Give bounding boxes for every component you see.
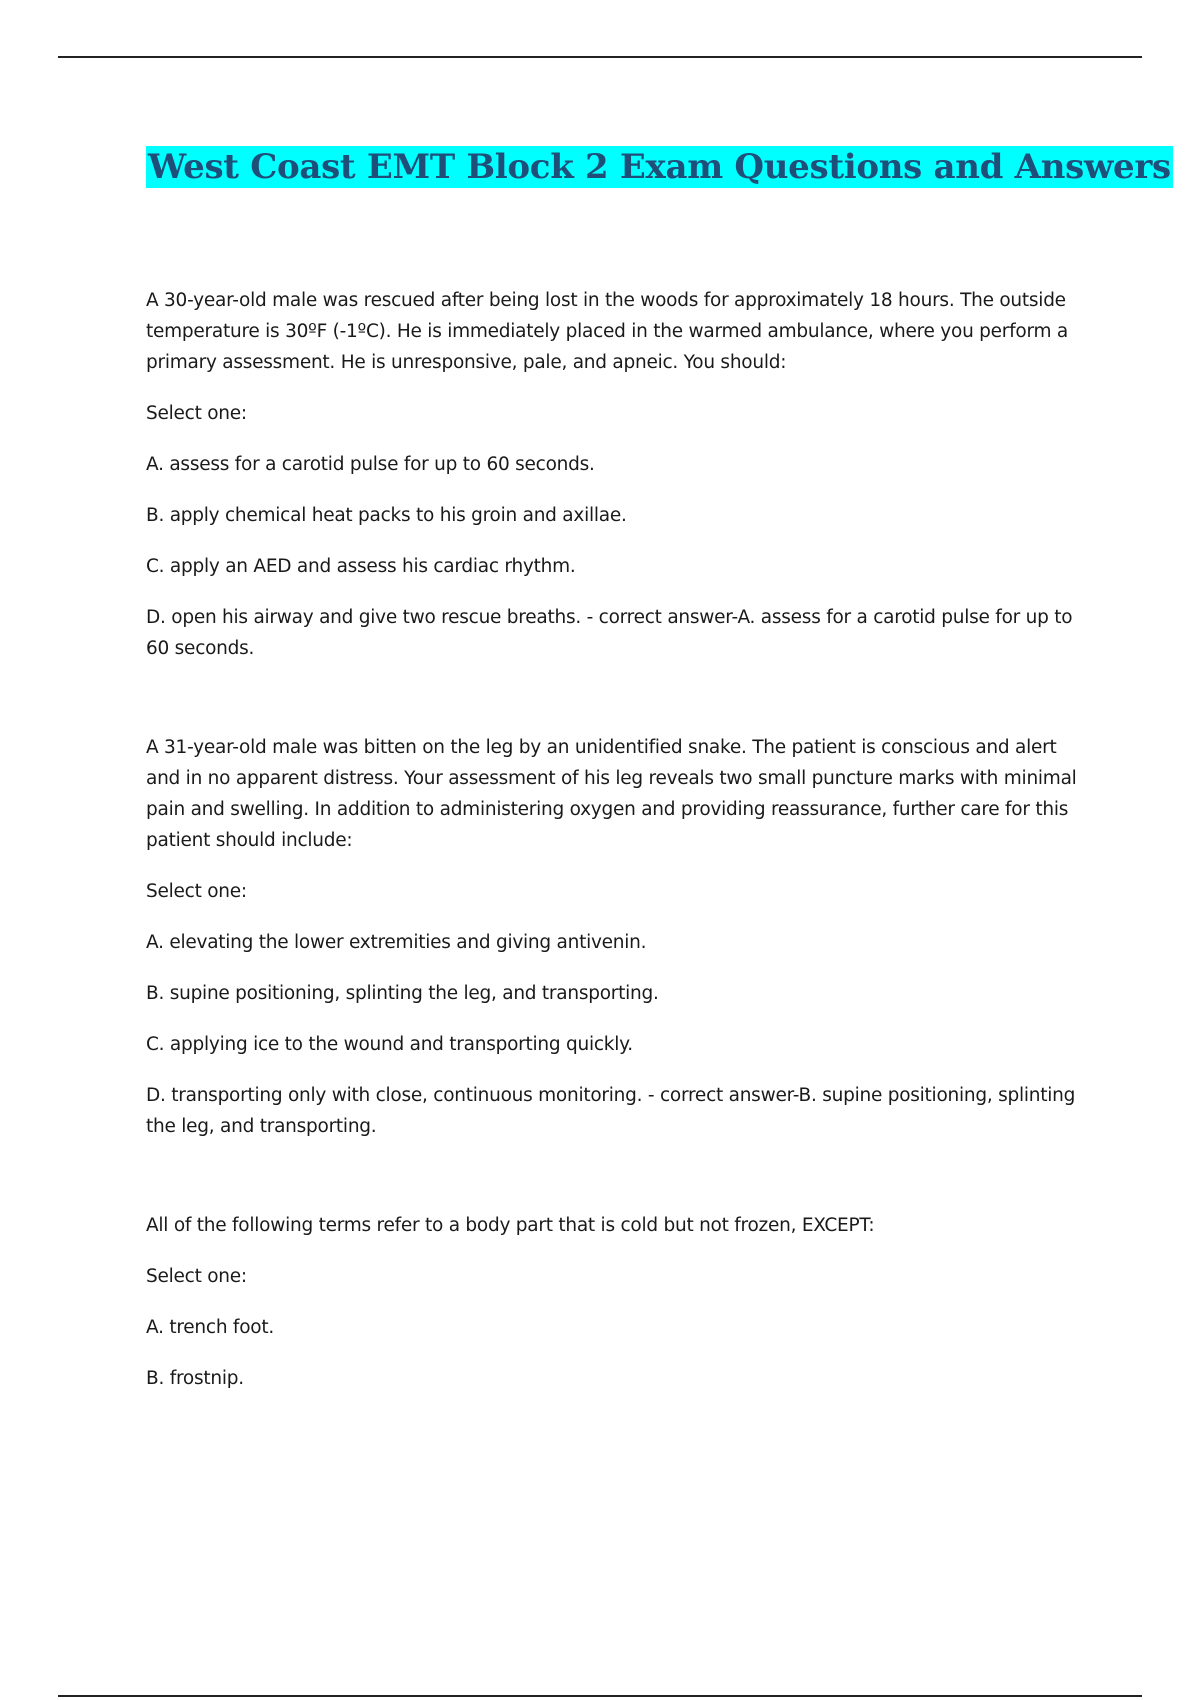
- option-a: A. trench foot.: [146, 1317, 274, 1338]
- option-c: C. applying ice to the wound and transporting quickly.: [146, 1034, 633, 1055]
- header-rule: [58, 56, 1142, 58]
- select-one-label: Select one:: [146, 881, 247, 902]
- option-d-with-answer: D. open his airway and give two rescue breaths. - correct answer-A. assess for a carotid pulse for up to 60 seconds.: [146, 607, 1073, 659]
- option-a: A. assess for a carotid pulse for up to 60 seconds.: [146, 454, 595, 475]
- question-text: All of the following terms refer to a body part that is cold but not frozen, EXCEPT:: [146, 1215, 875, 1236]
- question-3: [146, 1210, 1096, 1394]
- question-1: [146, 285, 1096, 664]
- option-b: B. frostnip.: [146, 1368, 244, 1389]
- document-title: West Coast EMT Block 2 Exam Questions and Answers: [148, 147, 1171, 187]
- question-text: A 30-year-old male was rescued after being lost in the woods for approximately 18 hours. The outside temperature is 30ºF (-1ºC). He is immediately placed in the warmed ambulance, where you perform a primary assessment. He is unresponsive, pale, and apneic. You should:: [146, 290, 1069, 373]
- option-b: B. apply chemical heat packs to his groin and axillae.: [146, 505, 627, 526]
- question-text: A 31-year-old male was bitten on the leg by an unidentified snake. The patient is conscious and alert and in no apparent distress. Your assessment of his leg reveals two small puncture marks with minimal pain and swelling. In addition to administering oxygen and providing reassurance, further care for this patient should include:: [146, 737, 1077, 851]
- select-one-label: Select one:: [146, 403, 247, 424]
- option-d-with-answer: D. transporting only with close, continuous monitoring. - correct answer-B. supine positioning, splinting the leg, and transporting.: [146, 1085, 1076, 1137]
- option-c: C. apply an AED and assess his cardiac rhythm.: [146, 556, 576, 577]
- question-2: [146, 732, 1096, 1142]
- option-a: A. elevating the lower extremities and giving antivenin.: [146, 932, 647, 953]
- title-block: [146, 146, 1173, 188]
- footer-rule: [58, 1695, 1142, 1697]
- option-b: B. supine positioning, splinting the leg, and transporting.: [146, 983, 659, 1004]
- select-one-label: Select one:: [146, 1266, 247, 1287]
- document-body: [146, 285, 1096, 1394]
